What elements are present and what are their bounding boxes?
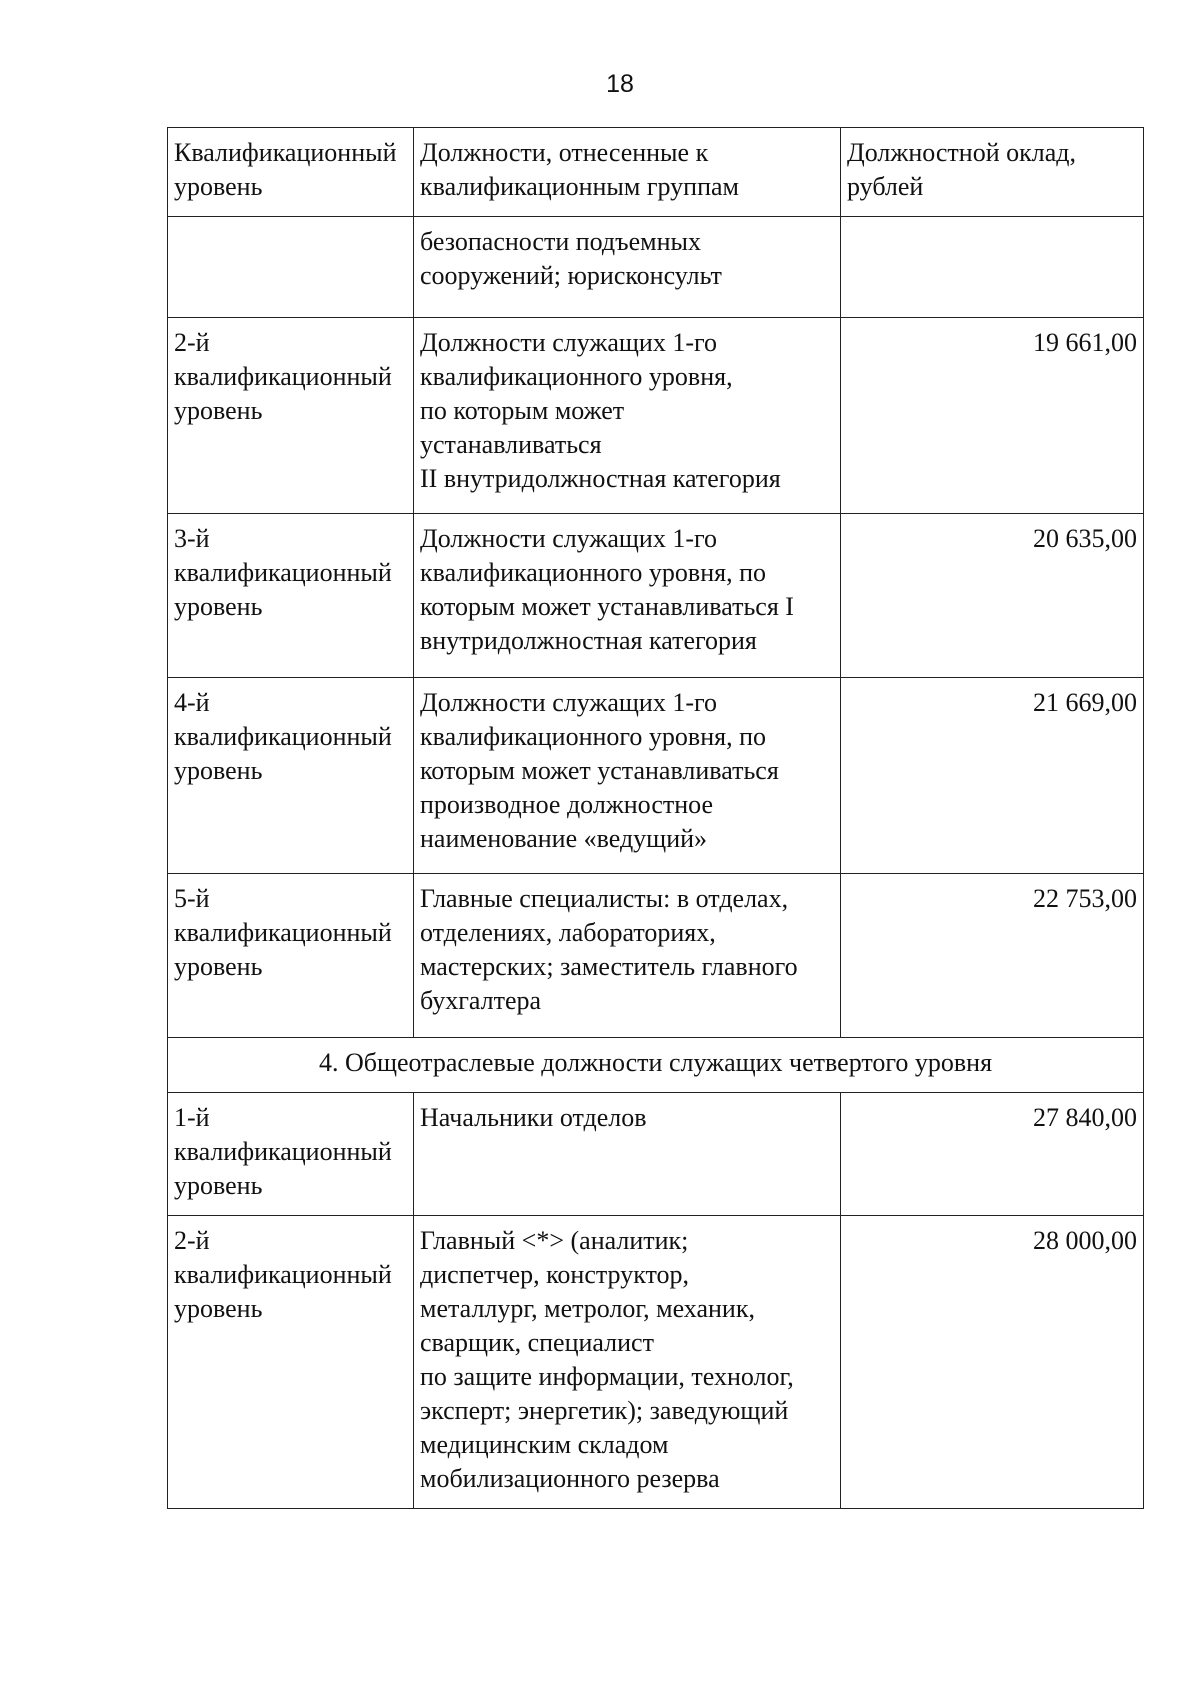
level-cell-line: квалификационный	[174, 1137, 392, 1166]
positions-cell-line: внутридолжностная категория	[420, 626, 757, 655]
level-cell	[168, 1093, 414, 1216]
level-cell	[168, 874, 414, 1038]
header-level	[168, 128, 414, 217]
level-cell-line: уровень	[174, 756, 263, 785]
positions-cell-line: бухгалтера	[420, 986, 542, 1015]
positions-cell	[414, 318, 841, 514]
page-number: 18	[606, 70, 634, 98]
positions-cell-line: Должности служащих 1-го	[420, 688, 717, 717]
header-salary	[841, 128, 1144, 217]
header-salary-line: рублей	[847, 172, 924, 201]
level-cell	[168, 514, 414, 678]
level-cell-line: квалификационный	[174, 558, 392, 587]
level-cell-line: 3-й	[174, 524, 210, 553]
positions-cell-line: металлург, метролог, механик,	[420, 1294, 755, 1323]
positions-cell-line: медицинским складом	[420, 1430, 669, 1459]
section-title: 4. Общеотраслевые должности служащих четвертого уровня	[168, 1038, 1144, 1093]
positions-cell-line: мастерских; заместитель главного	[420, 952, 798, 981]
table-row	[168, 1093, 1144, 1216]
salary-cell: 27 840,00	[841, 1093, 1144, 1216]
header-positions-line: Должности, отнесенные к	[420, 138, 709, 167]
positions-cell-line: Должности служащих 1-го	[420, 524, 717, 553]
positions-cell	[414, 874, 841, 1038]
positions-cell-line: которым может устанавливаться	[420, 756, 779, 785]
positions-cell-line: мобилизационного резерва	[420, 1464, 720, 1493]
header-salary-line: Должностной оклад,	[847, 138, 1076, 167]
header-positions-line: квалификационным группам	[420, 172, 739, 201]
positions-cell	[414, 514, 841, 678]
level-cell-line: квалификационный	[174, 362, 392, 391]
positions-cell-line: Главный <*> (аналитик;	[420, 1226, 689, 1255]
salary-cell	[841, 217, 1144, 318]
level-cell-line: 4-й	[174, 688, 210, 717]
level-cell-line: уровень	[174, 1171, 263, 1200]
positions-cell-line: производное должностное	[420, 790, 714, 819]
salary-cell: 19 661,00	[841, 318, 1144, 514]
level-cell	[168, 217, 414, 318]
level-cell	[168, 678, 414, 874]
level-cell-line: 2-й	[174, 328, 210, 357]
level-cell-line: уровень	[174, 592, 263, 621]
level-cell-line: 2-й	[174, 1226, 210, 1255]
level-cell	[168, 318, 414, 514]
table-row	[168, 514, 1144, 678]
header-positions	[414, 128, 841, 217]
table-row	[168, 678, 1144, 874]
positions-cell-line: по защите информации, технолог,	[420, 1362, 794, 1391]
section-row	[168, 1038, 1144, 1093]
salary-table	[167, 127, 1144, 1509]
table-body	[168, 128, 1144, 1509]
positions-cell	[414, 678, 841, 874]
salary-cell: 28 000,00	[841, 1216, 1144, 1509]
positions-cell-line: эксперт; энергетик); заведующий	[420, 1396, 789, 1425]
header-level-line: уровень	[174, 172, 263, 201]
table-row	[168, 217, 1144, 318]
positions-cell-line: по которым может	[420, 396, 625, 425]
positions-cell-line: сооружений; юрисконсульт	[420, 261, 722, 290]
table-row	[168, 874, 1144, 1038]
positions-cell-line: которым может устанавливаться I	[420, 592, 794, 621]
positions-cell-line: устанавливаться	[420, 430, 602, 459]
salary-cell: 22 753,00	[841, 874, 1144, 1038]
positions-cell-line: Начальники отделов	[420, 1103, 647, 1132]
header-row	[168, 128, 1144, 217]
positions-cell-line: безопасности подъемных	[420, 227, 701, 256]
positions-cell-line: квалификационного уровня,	[420, 362, 733, 391]
level-cell	[168, 1216, 414, 1509]
table-row	[168, 1216, 1144, 1509]
salary-cell: 20 635,00	[841, 514, 1144, 678]
level-cell-line: уровень	[174, 952, 263, 981]
level-cell-line: 1-й	[174, 1103, 210, 1132]
positions-cell-line: сварщик, специалист	[420, 1328, 654, 1357]
level-cell-line: уровень	[174, 1294, 263, 1323]
positions-cell-line: диспетчер, конструктор,	[420, 1260, 690, 1289]
positions-cell-line: II внутридолжностная категория	[420, 464, 781, 493]
level-cell-line: квалификационный	[174, 1260, 392, 1289]
positions-cell-line: отделениях, лабораториях,	[420, 918, 716, 947]
table-row	[168, 318, 1144, 514]
level-cell-line: 5-й	[174, 884, 210, 913]
level-cell-line: квалификационный	[174, 722, 392, 751]
positions-cell-line: квалификационного уровня, по	[420, 722, 766, 751]
positions-cell-line: наименование «ведущий»	[420, 824, 708, 853]
header-level-line: Квалификационный	[174, 138, 397, 167]
positions-cell-line: Главные специалисты: в отделах,	[420, 884, 789, 913]
positions-cell	[414, 1093, 841, 1216]
positions-cell-line: Должности служащих 1-го	[420, 328, 717, 357]
positions-cell-line: квалификационного уровня, по	[420, 558, 766, 587]
positions-cell	[414, 1216, 841, 1509]
salary-cell: 21 669,00	[841, 678, 1144, 874]
positions-cell	[414, 217, 841, 318]
level-cell-line: уровень	[174, 396, 263, 425]
level-cell-line: квалификационный	[174, 918, 392, 947]
